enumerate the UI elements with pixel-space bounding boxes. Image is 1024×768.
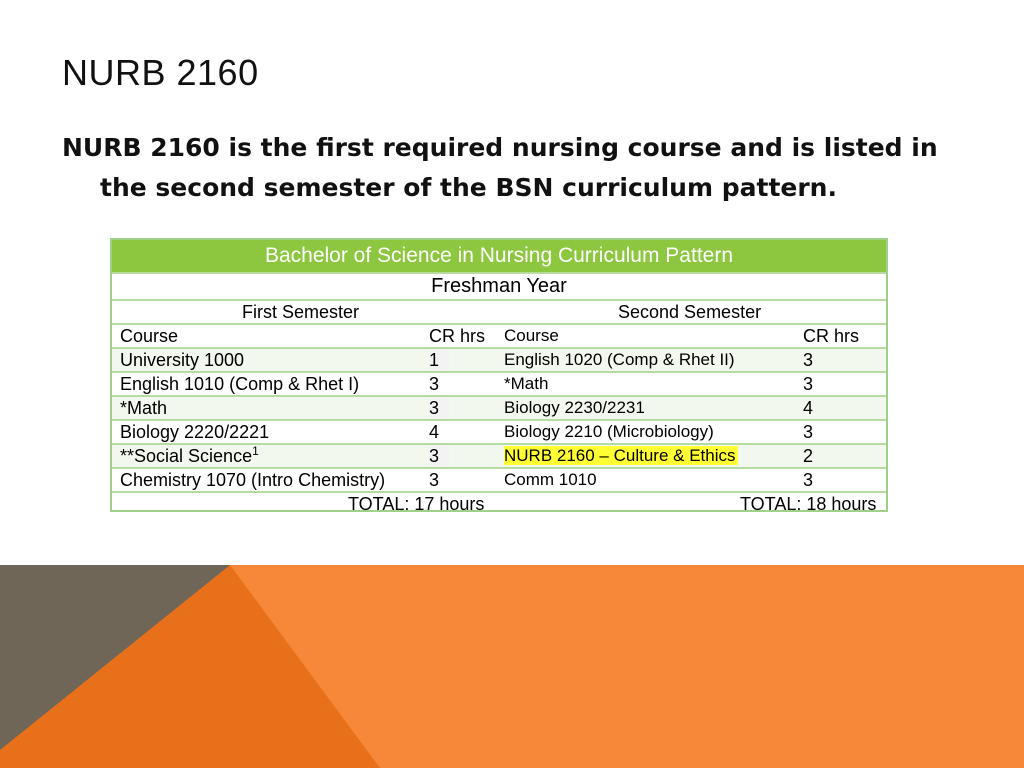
first-hours: 3 [429, 445, 449, 467]
course-header-first: Course [120, 326, 179, 346]
nurb-2160-highlight: NURB 2160 – Culture & Ethics [504, 446, 736, 465]
table-row [112, 397, 886, 421]
first-course: English 1010 (Comp & Rhet I) [120, 374, 360, 394]
first-hours: 3 [429, 374, 440, 394]
footer-shapes [0, 565, 1024, 768]
year-row [112, 274, 886, 301]
header-row [112, 325, 886, 349]
total-first-semester: TOTAL: 17 hours [348, 494, 485, 514]
second-hours: 3 [803, 422, 814, 442]
second-hours: 3 [803, 374, 814, 394]
second-course: English 1020 (Comp & Rhet II) [504, 350, 735, 369]
body-line-2: the second semester of the BSN curriculum pattern. [100, 173, 837, 202]
second-hours: 3 [803, 470, 814, 490]
table-row [112, 469, 886, 493]
second-course: *Math [504, 374, 549, 393]
table-row [112, 421, 886, 445]
slide-body [62, 128, 962, 208]
first-hours: 3 [429, 470, 440, 490]
first-course: Biology 2220/2221 [120, 422, 270, 442]
semester-row [112, 301, 886, 325]
slide-title: NURB 2160 [62, 52, 259, 93]
table-row [112, 349, 886, 373]
course-header-second: Course [504, 326, 559, 345]
cr-hrs-header-second: CR hrs [803, 326, 860, 346]
first-hours: 4 [429, 422, 440, 442]
first-hours: 1 [429, 349, 449, 371]
first-semester-label: First Semester [242, 302, 360, 322]
total-row [112, 493, 886, 515]
footnote-marker: 1 [252, 444, 259, 458]
total-second-semester: TOTAL: 18 hours [740, 494, 877, 514]
second-semester-label: Second Semester [618, 302, 762, 322]
second-course: Biology 2230/2231 [504, 398, 645, 417]
second-hours: 3 [803, 350, 814, 370]
table-banner: Bachelor of Science in Nursing Curriculum Pattern [112, 240, 886, 274]
body-line-1: NURB 2160 is the first required nursing course and is listed in [62, 133, 938, 162]
table-row [112, 445, 886, 469]
cr-hrs-header-first: CR hrs [429, 326, 486, 346]
first-course: *Math [120, 398, 168, 418]
second-hours: 4 [803, 398, 814, 418]
first-course [120, 445, 259, 467]
decorative-footer [0, 565, 1024, 768]
social-science-text: **Social Science [120, 446, 253, 466]
second-course: Biology 2210 (Microbiology) [504, 422, 714, 441]
curriculum-table [110, 238, 888, 512]
table-row [112, 373, 886, 397]
first-course: Chemistry 1070 (Intro Chemistry) [120, 470, 386, 490]
first-hours: 3 [429, 397, 449, 419]
second-course: Comm 1010 [504, 470, 597, 489]
second-course-highlighted [504, 445, 738, 467]
year-label: Freshman Year [431, 275, 567, 297]
second-hours: 2 [803, 446, 814, 466]
first-course: University 1000 [120, 350, 245, 370]
